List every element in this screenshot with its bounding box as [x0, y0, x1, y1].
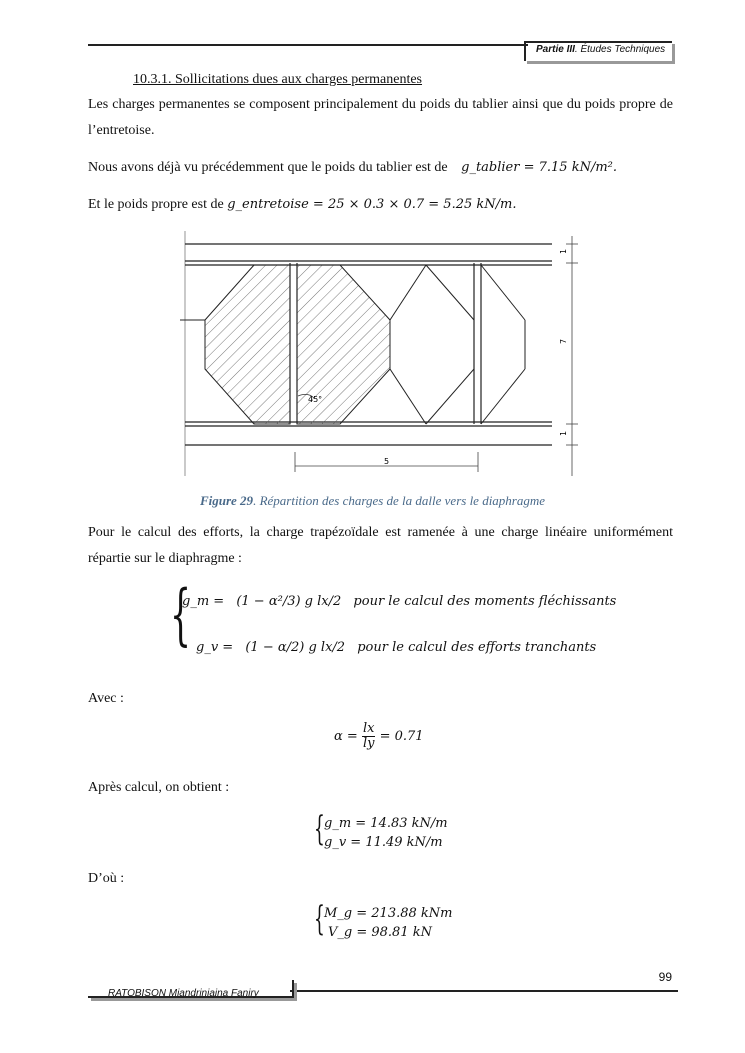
figure-caption: Figure 29. Répartition des charges de la dalle vers le diaphragme — [199, 493, 546, 508]
avec-label: Avec : — [88, 691, 124, 706]
results-mv: M_g = 213.88 kNm V_g = 98.81 kN — [324, 906, 453, 940]
apres-label: Après calcul, on obtient : — [88, 780, 230, 795]
equation-brace: { — [170, 576, 191, 653]
hatched-load-area — [205, 265, 290, 424]
load-distribution-figure — [180, 226, 580, 480]
paragraph-2: Nous avons déjà vu précédemment que le poids du tablier est de g_tablier = 7.15 kN/m². — [88, 160, 618, 175]
section-title: 10.3.1. Sollicitations dues aux charges permanentes — [133, 72, 423, 87]
g-tablier-eq: g_tablier = 7.15 kN/m². — [461, 160, 618, 175]
dim-label-1: 1 — [559, 248, 568, 254]
paragraph-1: Les charges permanentes se composent principalement du poids du tablier ainsi que du poids propre de l’entretoise. — [88, 97, 673, 138]
dim-label-7: 7 — [559, 338, 568, 344]
footer-author: RATOBISON Miandriniaina Faniry — [108, 988, 259, 999]
paragraph-4: Pour le calcul des efforts, la charge trapézoïdale est ramenée à une charge linéaire uniformément répartie sur le diaphragme : — [88, 525, 673, 566]
paragraph-3: Et le poids propre est de g_entretoise = 25 × 0.3 × 0.7 = 5.25 kN/m. — [88, 197, 517, 212]
results-g: g_m = 14.83 kN/m g_v = 11.49 kN/m — [324, 816, 448, 850]
equation-gv: g_v = (1 − α/2) g lx/2 pour le calcul des efforts tranchants — [196, 640, 597, 655]
dou-label: D’où : — [88, 871, 125, 886]
header-text: Partie III. Études Techniques — [536, 44, 666, 55]
dim-label-1b: 1 — [559, 430, 568, 436]
angle-label: 45° — [308, 395, 323, 404]
alpha-equation: α = $\frac{lx}{ly}$ = 0.71 — [334, 721, 424, 751]
g-entretoise-eq: g_entretoise = 25 × 0.3 × 0.7 = 5.25 kN/m. — [227, 197, 517, 212]
equation-gm: g_m = (1 − α²/3) g lx/2 pour le calcul des moments fléchissants — [182, 594, 617, 609]
footer-rule — [290, 990, 678, 992]
header-rule — [88, 44, 528, 46]
page-number: 99 — [658, 970, 672, 984]
dim-label-5: 5 — [384, 457, 390, 466]
